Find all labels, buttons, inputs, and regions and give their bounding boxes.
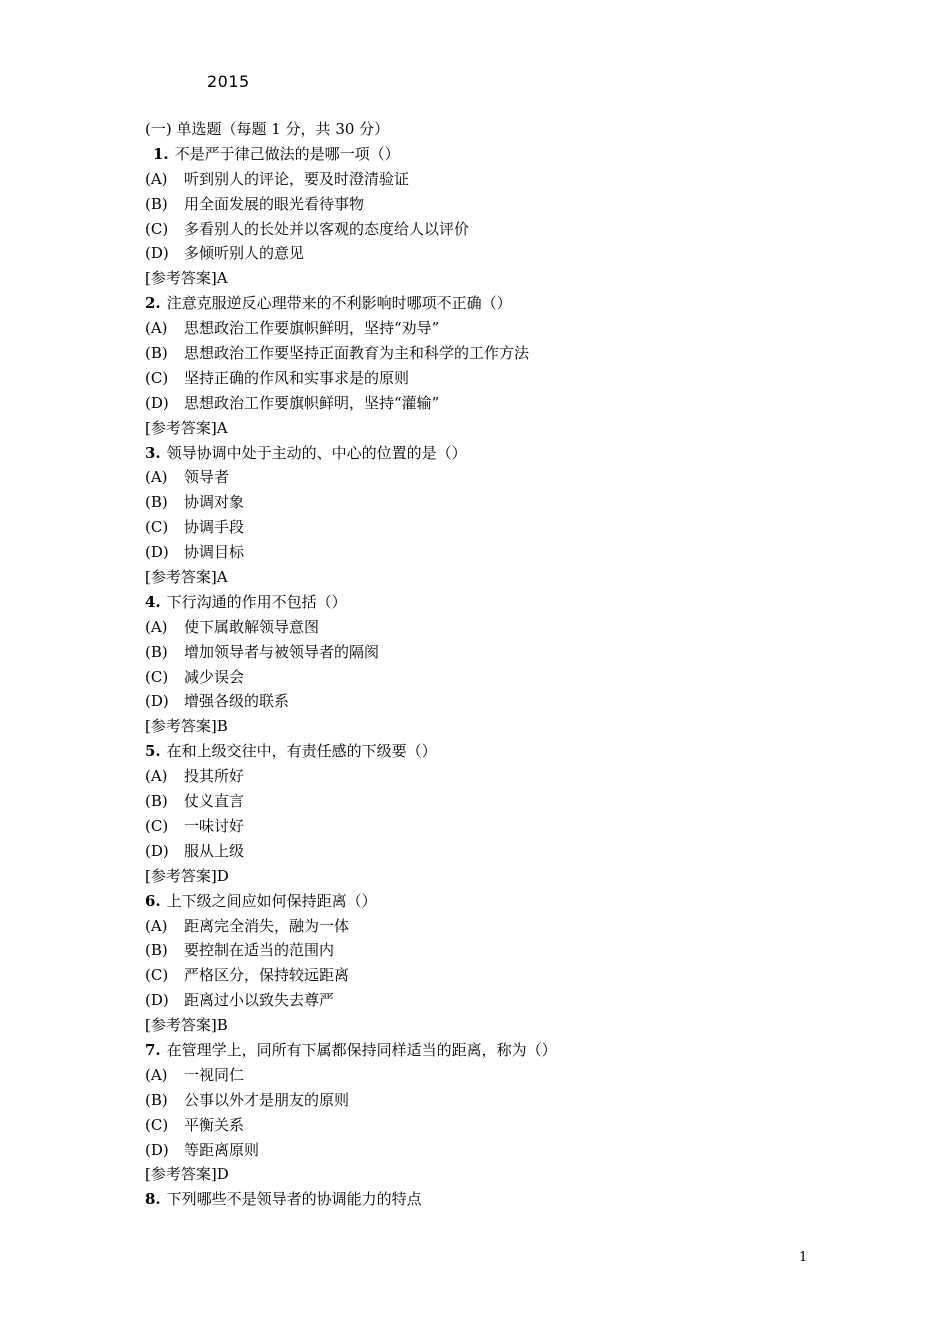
option-text: 仗义直言 [184, 792, 245, 811]
option-text: 等距离原则 [184, 1140, 260, 1159]
option-label: (A) [145, 319, 168, 338]
option-label: (D) [145, 991, 169, 1010]
option-text: 使下属敢解领导意图 [184, 617, 320, 636]
reference-answer: [参考答案]D [145, 866, 229, 885]
option-d [145, 689, 865, 714]
option-text: 服从上级 [184, 841, 245, 860]
reference-answer: [参考答案]A [145, 568, 228, 587]
question-1 [145, 142, 865, 167]
option-c [145, 665, 865, 690]
question-number: 2. [145, 294, 161, 313]
option-b [145, 1088, 865, 1113]
option-c [145, 366, 865, 391]
question-text: 下行沟通的作用不包括（） [166, 592, 347, 611]
reference-answer: [参考答案]B [145, 717, 228, 736]
reference-answer: [参考答案]A [145, 269, 228, 288]
option-text: 一味讨好 [184, 816, 245, 835]
option-a [145, 764, 865, 789]
option-text: 多倾听别人的意见 [184, 244, 305, 263]
option-label: (B) [145, 344, 168, 363]
option-a [145, 914, 865, 939]
option-text: 思想政治工作要旗帜鲜明，坚持“劝导” [184, 319, 440, 338]
option-d [145, 540, 865, 565]
reference-answer: [参考答案]B [145, 1016, 228, 1035]
option-text: 思想政治工作要旗帜鲜明，坚持“灌输” [184, 393, 440, 412]
question-6 [145, 889, 865, 914]
question-number: 6. [145, 891, 161, 910]
option-label: (D) [145, 543, 169, 562]
option-text: 用全面发展的眼光看待事物 [184, 194, 365, 213]
option-label: (D) [145, 1140, 169, 1159]
option-d [145, 1138, 865, 1163]
option-label: (B) [145, 493, 168, 512]
option-text: 减少误会 [184, 667, 245, 686]
option-text: 严格区分，保持较远距离 [184, 966, 350, 985]
reference-answer: [参考答案]D [145, 1165, 229, 1184]
question-text: 在和上级交往中，有责任感的下级要（） [166, 742, 437, 761]
option-d [145, 988, 865, 1013]
page-number: 1 [799, 1250, 808, 1265]
question-text: 在管理学上，同所有下属都保持同样适当的距离，称为（） [166, 1040, 557, 1059]
option-text: 听到别人的评论，要及时澄清验证 [184, 169, 410, 188]
question-list [145, 117, 865, 1212]
option-text: 思想政治工作要坚持正面教育为主和科学的工作方法 [184, 344, 530, 363]
option-a [145, 615, 865, 640]
option-b [145, 789, 865, 814]
option-d [145, 839, 865, 864]
question-3 [145, 441, 865, 466]
option-b [145, 192, 865, 217]
option-label: (C) [145, 1115, 169, 1134]
option-c [145, 1113, 865, 1138]
question-5 [145, 739, 865, 764]
question-text: 领导协调中处于主动的、中心的位置的是（） [166, 443, 467, 462]
question-number: 3. [145, 443, 161, 462]
option-label: (B) [145, 792, 168, 811]
option-a [145, 1063, 865, 1088]
option-d [145, 391, 865, 416]
section-title: (一) 单选题（每题 1 分，共 30 分） [145, 120, 390, 138]
option-b [145, 938, 865, 963]
option-label: (C) [145, 816, 169, 835]
option-label: (D) [145, 841, 169, 860]
option-b [145, 640, 865, 665]
option-text: 增加领导者与被领导者的隔阂 [184, 642, 380, 661]
option-label: (A) [145, 916, 168, 935]
option-c [145, 814, 865, 839]
question-text: 下列哪些不是领导者的协调能力的特点 [166, 1190, 422, 1209]
option-label: (D) [145, 244, 169, 263]
option-b [145, 490, 865, 515]
option-d [145, 241, 865, 266]
option-label: (A) [145, 617, 168, 636]
question-number: 8. [145, 1190, 161, 1209]
question-4 [145, 590, 865, 615]
document-year: 2015 [207, 72, 250, 91]
question-number: 1. [153, 144, 169, 163]
question-text: 不是严于律己做法的是哪一项（） [174, 144, 400, 163]
option-text: 公事以外才是朋友的原则 [184, 1090, 350, 1109]
question-text: 注意克服逆反心理带来的不利影响时哪项不正确（） [166, 294, 512, 313]
option-label: (B) [145, 1090, 168, 1109]
option-a [145, 167, 865, 192]
question-8 [145, 1187, 865, 1212]
option-a [145, 316, 865, 341]
option-text: 增强各级的联系 [184, 692, 290, 711]
option-label: (C) [145, 667, 169, 686]
question-number: 7. [145, 1040, 161, 1059]
option-label: (C) [145, 219, 169, 238]
option-c [145, 515, 865, 540]
option-text: 协调对象 [184, 493, 245, 512]
option-b [145, 341, 865, 366]
option-c [145, 963, 865, 988]
option-text: 坚持正确的作风和实事求是的原则 [184, 368, 410, 387]
option-text: 一视同仁 [184, 1065, 245, 1084]
option-text: 平衡关系 [184, 1115, 245, 1134]
option-text: 多看别人的长处并以客观的态度给人以评价 [184, 219, 470, 238]
option-label: (B) [145, 941, 168, 960]
option-text: 要控制在适当的范围内 [184, 941, 335, 960]
option-text: 距离过小以致失去尊严 [184, 991, 335, 1010]
reference-answer: [参考答案]A [145, 418, 228, 437]
option-label: (A) [145, 767, 168, 786]
option-label: (C) [145, 966, 169, 985]
option-label: (A) [145, 468, 168, 487]
option-a [145, 465, 865, 490]
option-label: (C) [145, 368, 169, 387]
option-text: 领导者 [184, 468, 230, 487]
question-2 [145, 291, 865, 316]
option-text: 协调目标 [184, 543, 245, 562]
option-label: (D) [145, 692, 169, 711]
option-text: 协调手段 [184, 518, 245, 537]
question-7 [145, 1038, 865, 1063]
option-label: (B) [145, 642, 168, 661]
option-label: (C) [145, 518, 169, 537]
question-number: 4. [145, 592, 161, 611]
option-c [145, 217, 865, 242]
question-number: 5. [145, 742, 161, 761]
option-label: (D) [145, 393, 169, 412]
question-text: 上下级之间应如何保持距离（） [166, 891, 377, 910]
option-label: (B) [145, 194, 168, 213]
option-text: 投其所好 [184, 767, 245, 786]
option-text: 距离完全消失，融为一体 [184, 916, 350, 935]
option-label: (A) [145, 169, 168, 188]
option-label: (A) [145, 1065, 168, 1084]
